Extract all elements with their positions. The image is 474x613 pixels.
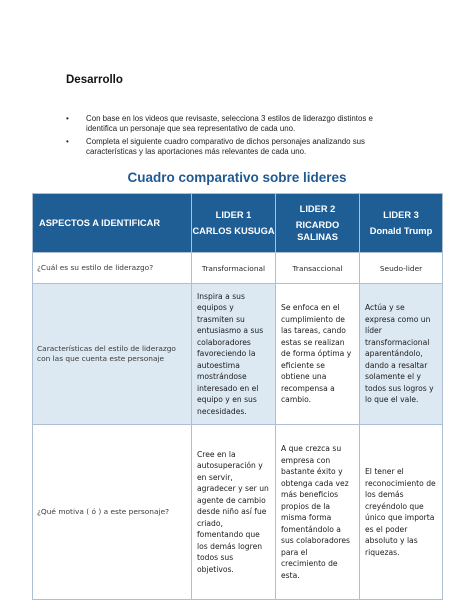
table-header-row [33,194,443,253]
header-leader-1 [192,194,276,253]
value-cell: Seudo-lider [360,253,443,284]
aspect-cell: ¿Cuál es su estilo de liderazgo? [33,253,192,284]
instruction-item [66,114,396,134]
aspect-cell: ¿Qué motiva ( ó ) a este personaje? [33,425,192,600]
leader-name: RICARDO SALINAS [295,220,340,242]
table-row [33,284,443,425]
value-cell: Transaccional [276,253,360,284]
header-leader-3 [360,194,443,253]
leader-number: LIDER 1 [215,210,252,220]
leader-name: CARLOS KUSUGA [192,226,275,236]
value-cell: El tener el reconocimiento de los demás creyéndolo que único que importa es el poder absoluto y las riquezas. [360,425,443,600]
leader-number: LIDER 3 [383,210,419,220]
value-cell: A que crezca su empresa con bastante éxito y obtenga cada vez más beneficios propios de la misma forma fomentándolo a sus colaboradores para el crecimiento de esta. [276,425,360,600]
bullet-icon: • [66,137,69,146]
comparison-table [32,193,443,600]
table-title: Cuadro comparativo sobre lideres [127,170,347,185]
value-cell: Inspira a sus equipos y trasmiten su entusiasmo a sus colaboradores favoreciendo la autoestima mostrándose interesado en el equipo y en sus necesidades. [192,284,276,425]
instruction-item [66,137,396,157]
value-cell: Actúa y se expresa como un líder transformacional aparentándolo, dando a resaltar solamente el y todos sus logros y lo que el vale. [360,284,443,425]
header-aspects: ASPECTOS A IDENTIFICAR [33,194,192,253]
value-cell: Se enfoca en el cumplimiento de las tareas, cando estas se realizan de forma óptima y eficiente se obtiene una recompensa a cambio. [276,284,360,425]
leader-number: LIDER 2 [299,204,336,214]
instruction-text: Con base en los videos que revisaste, selecciona 3 estilos de liderazgo distintos e identifica un personaje que sea representativo de cada uno. [86,114,373,133]
bullet-icon: • [66,114,69,123]
table-row [33,425,443,600]
section-heading: Desarrollo [66,74,123,86]
value-cell: Cree en la autosuperación y en servir, agradecer y ser un agente de cambio desde niño así fue criado, fomentando que los demás logren todos sus objetivos. [192,425,276,600]
instruction-list [66,114,396,160]
value-cell: Transformacional [192,253,276,284]
table-row [33,253,443,284]
instruction-text: Completa el siguiente cuadro comparativo de dichos personajes analizando sus características y las aportaciones más relevantes de cada uno. [86,137,365,156]
aspect-cell: Características del estilo de liderazgo con las que cuenta este personaje [33,284,192,425]
header-leader-2 [276,194,360,253]
leader-name: Donald Trump [369,226,433,236]
